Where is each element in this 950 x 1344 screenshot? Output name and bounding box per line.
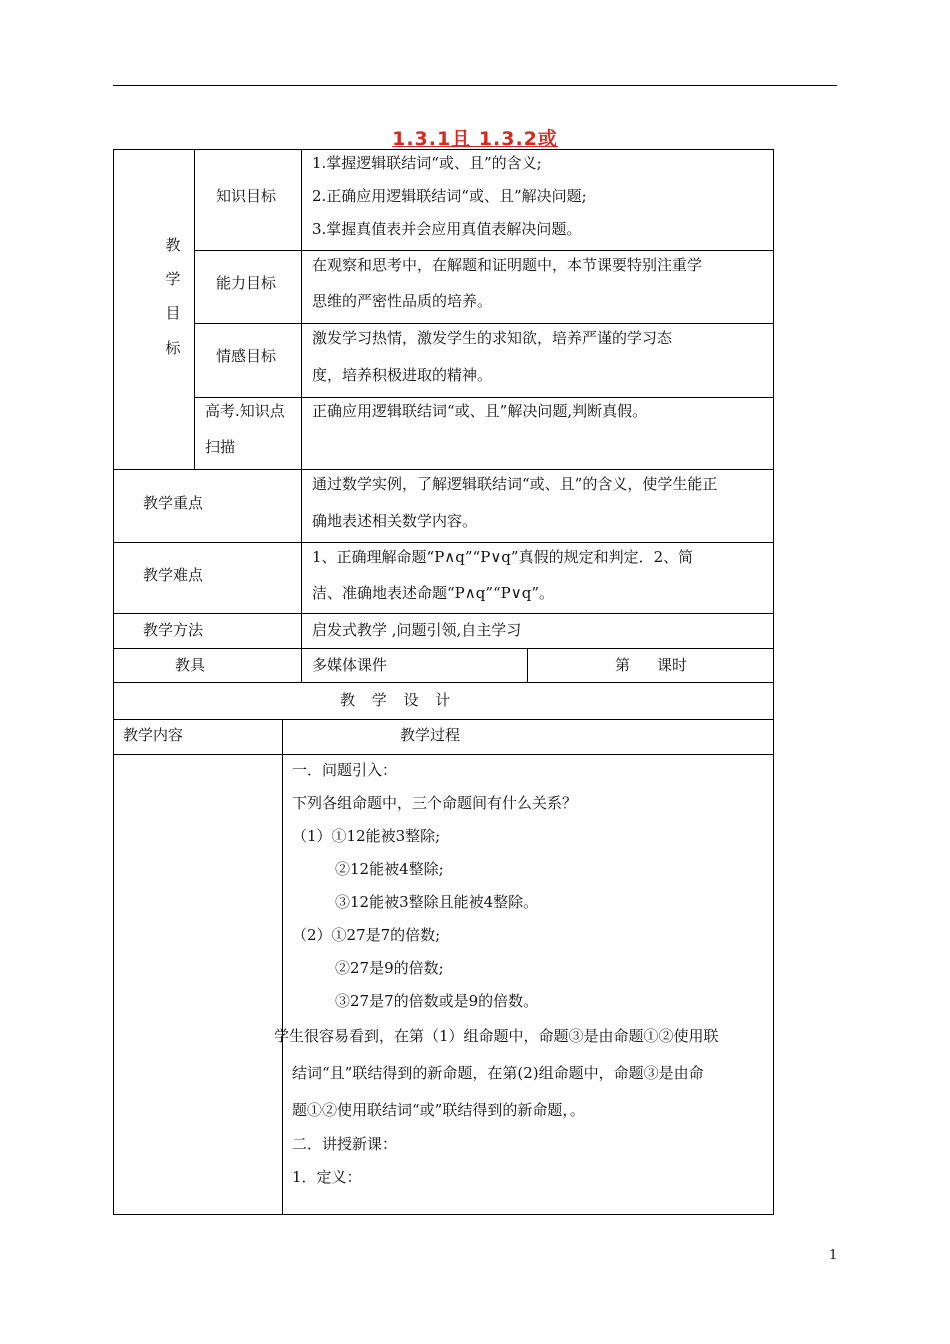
divider <box>194 149 195 469</box>
process-line: ②12能被4整除; <box>335 860 444 878</box>
divider <box>113 754 774 755</box>
content-column-header: 教学内容 <box>123 726 184 744</box>
ability-label: 能力目标 <box>216 274 277 292</box>
objectives-side-char: 目 <box>165 304 181 322</box>
exam-content: 正确应用逻辑联结词“或、且”解决问题,判断真假。 <box>312 402 648 420</box>
divider <box>113 682 774 683</box>
process-line: ③12能被3整除且能被4整除。 <box>335 893 539 911</box>
emotion-line: 度，培养积极进取的精神。 <box>312 366 493 384</box>
tools-label: 教具 <box>175 656 206 674</box>
divider <box>113 469 774 470</box>
process-line: ③27是7的倍数或是9的倍数。 <box>335 992 539 1010</box>
teach-heading: 二．讲授新课： <box>292 1135 398 1153</box>
divider <box>282 719 283 1215</box>
knowledge-label: 知识目标 <box>216 187 277 205</box>
emotion-label: 情感目标 <box>216 347 277 365</box>
difficulties-line: 1、正确理解命题“P∧q”“P∨q”真假的规定和判定．2、简 <box>312 548 694 566</box>
difficulties-line: 洁、准确地表述命题“P∧q”“P∨q”。 <box>312 584 555 602</box>
page-title: 1.3.1且 1.3.2或 <box>392 128 558 150</box>
key-points-label: 教学重点 <box>143 494 204 512</box>
objectives-side-char: 教 <box>165 236 181 254</box>
process-paragraph: 学生很容易看到，在第（1）组命题中，命题③是由命题①②使用联 <box>274 1027 719 1045</box>
table-top-border <box>113 149 774 150</box>
divider <box>113 613 774 614</box>
period-first: 第 <box>615 656 631 674</box>
divider <box>301 149 302 682</box>
divider <box>113 719 774 720</box>
knowledge-line: 2.正确应用逻辑联结词“或、且”解决问题; <box>312 187 587 205</box>
method-content: 启发式教学 ,问题引领,自主学习 <box>312 621 522 639</box>
divider <box>194 397 774 398</box>
process-line: （2）①27是7的倍数; <box>292 926 441 944</box>
emotion-line: 激发学习热情，激发学生的求知欲，培养严谨的学习态 <box>312 329 673 347</box>
ability-line: 思维的严密性品质的培养。 <box>312 292 493 310</box>
process-line: ②27是9的倍数; <box>335 959 444 977</box>
exam-label-line: 扫描 <box>205 438 236 456</box>
process-paragraph: 结词“且”联结得到的新命题，在第(2)组命题中，命题③是由命 <box>292 1064 704 1082</box>
method-label: 教学方法 <box>143 621 204 639</box>
process-column-header: 教学过程 <box>400 726 461 744</box>
ability-line: 在观察和思考中，在解题和证明题中，本节课要特别注重学 <box>312 256 703 274</box>
definition-heading: 1．定义： <box>292 1168 362 1186</box>
objectives-side-char: 学 <box>165 270 181 288</box>
divider <box>527 648 528 682</box>
tools-content: 多媒体课件 <box>312 656 388 674</box>
divider <box>194 250 774 251</box>
table-bottom-border <box>113 1214 774 1215</box>
objectives-side-char: 标 <box>165 339 181 357</box>
divider <box>194 323 774 324</box>
key-points-line: 确地表述相关数学内容。 <box>312 512 478 530</box>
key-points-line: 通过数学实例，了解逻辑联结词“或、且”的含义，使学生能正 <box>312 475 718 493</box>
process-paragraph: 题①②使用联结词“或”联结得到的新命题，。 <box>292 1101 585 1119</box>
header-rule <box>113 85 837 86</box>
page-number: 1 <box>829 1248 838 1263</box>
knowledge-line: 1.掌握逻辑联结词“或、且”的含义; <box>312 154 542 172</box>
intro-heading: 一．问题引入： <box>292 761 398 779</box>
exam-label-line: 高考.知识点 <box>205 402 285 420</box>
divider <box>113 648 774 649</box>
divider <box>113 542 774 543</box>
process-line: （1）①12能被3整除; <box>292 827 441 845</box>
process-line: 下列各组命题中，三个命题间有什么关系？ <box>292 794 578 812</box>
knowledge-line: 3.掌握真值表并会应用真值表解决问题。 <box>312 220 582 238</box>
period-last: 课时 <box>657 656 688 674</box>
difficulties-label: 教学难点 <box>143 566 204 584</box>
design-header: 教 学 设 计 <box>340 691 457 709</box>
